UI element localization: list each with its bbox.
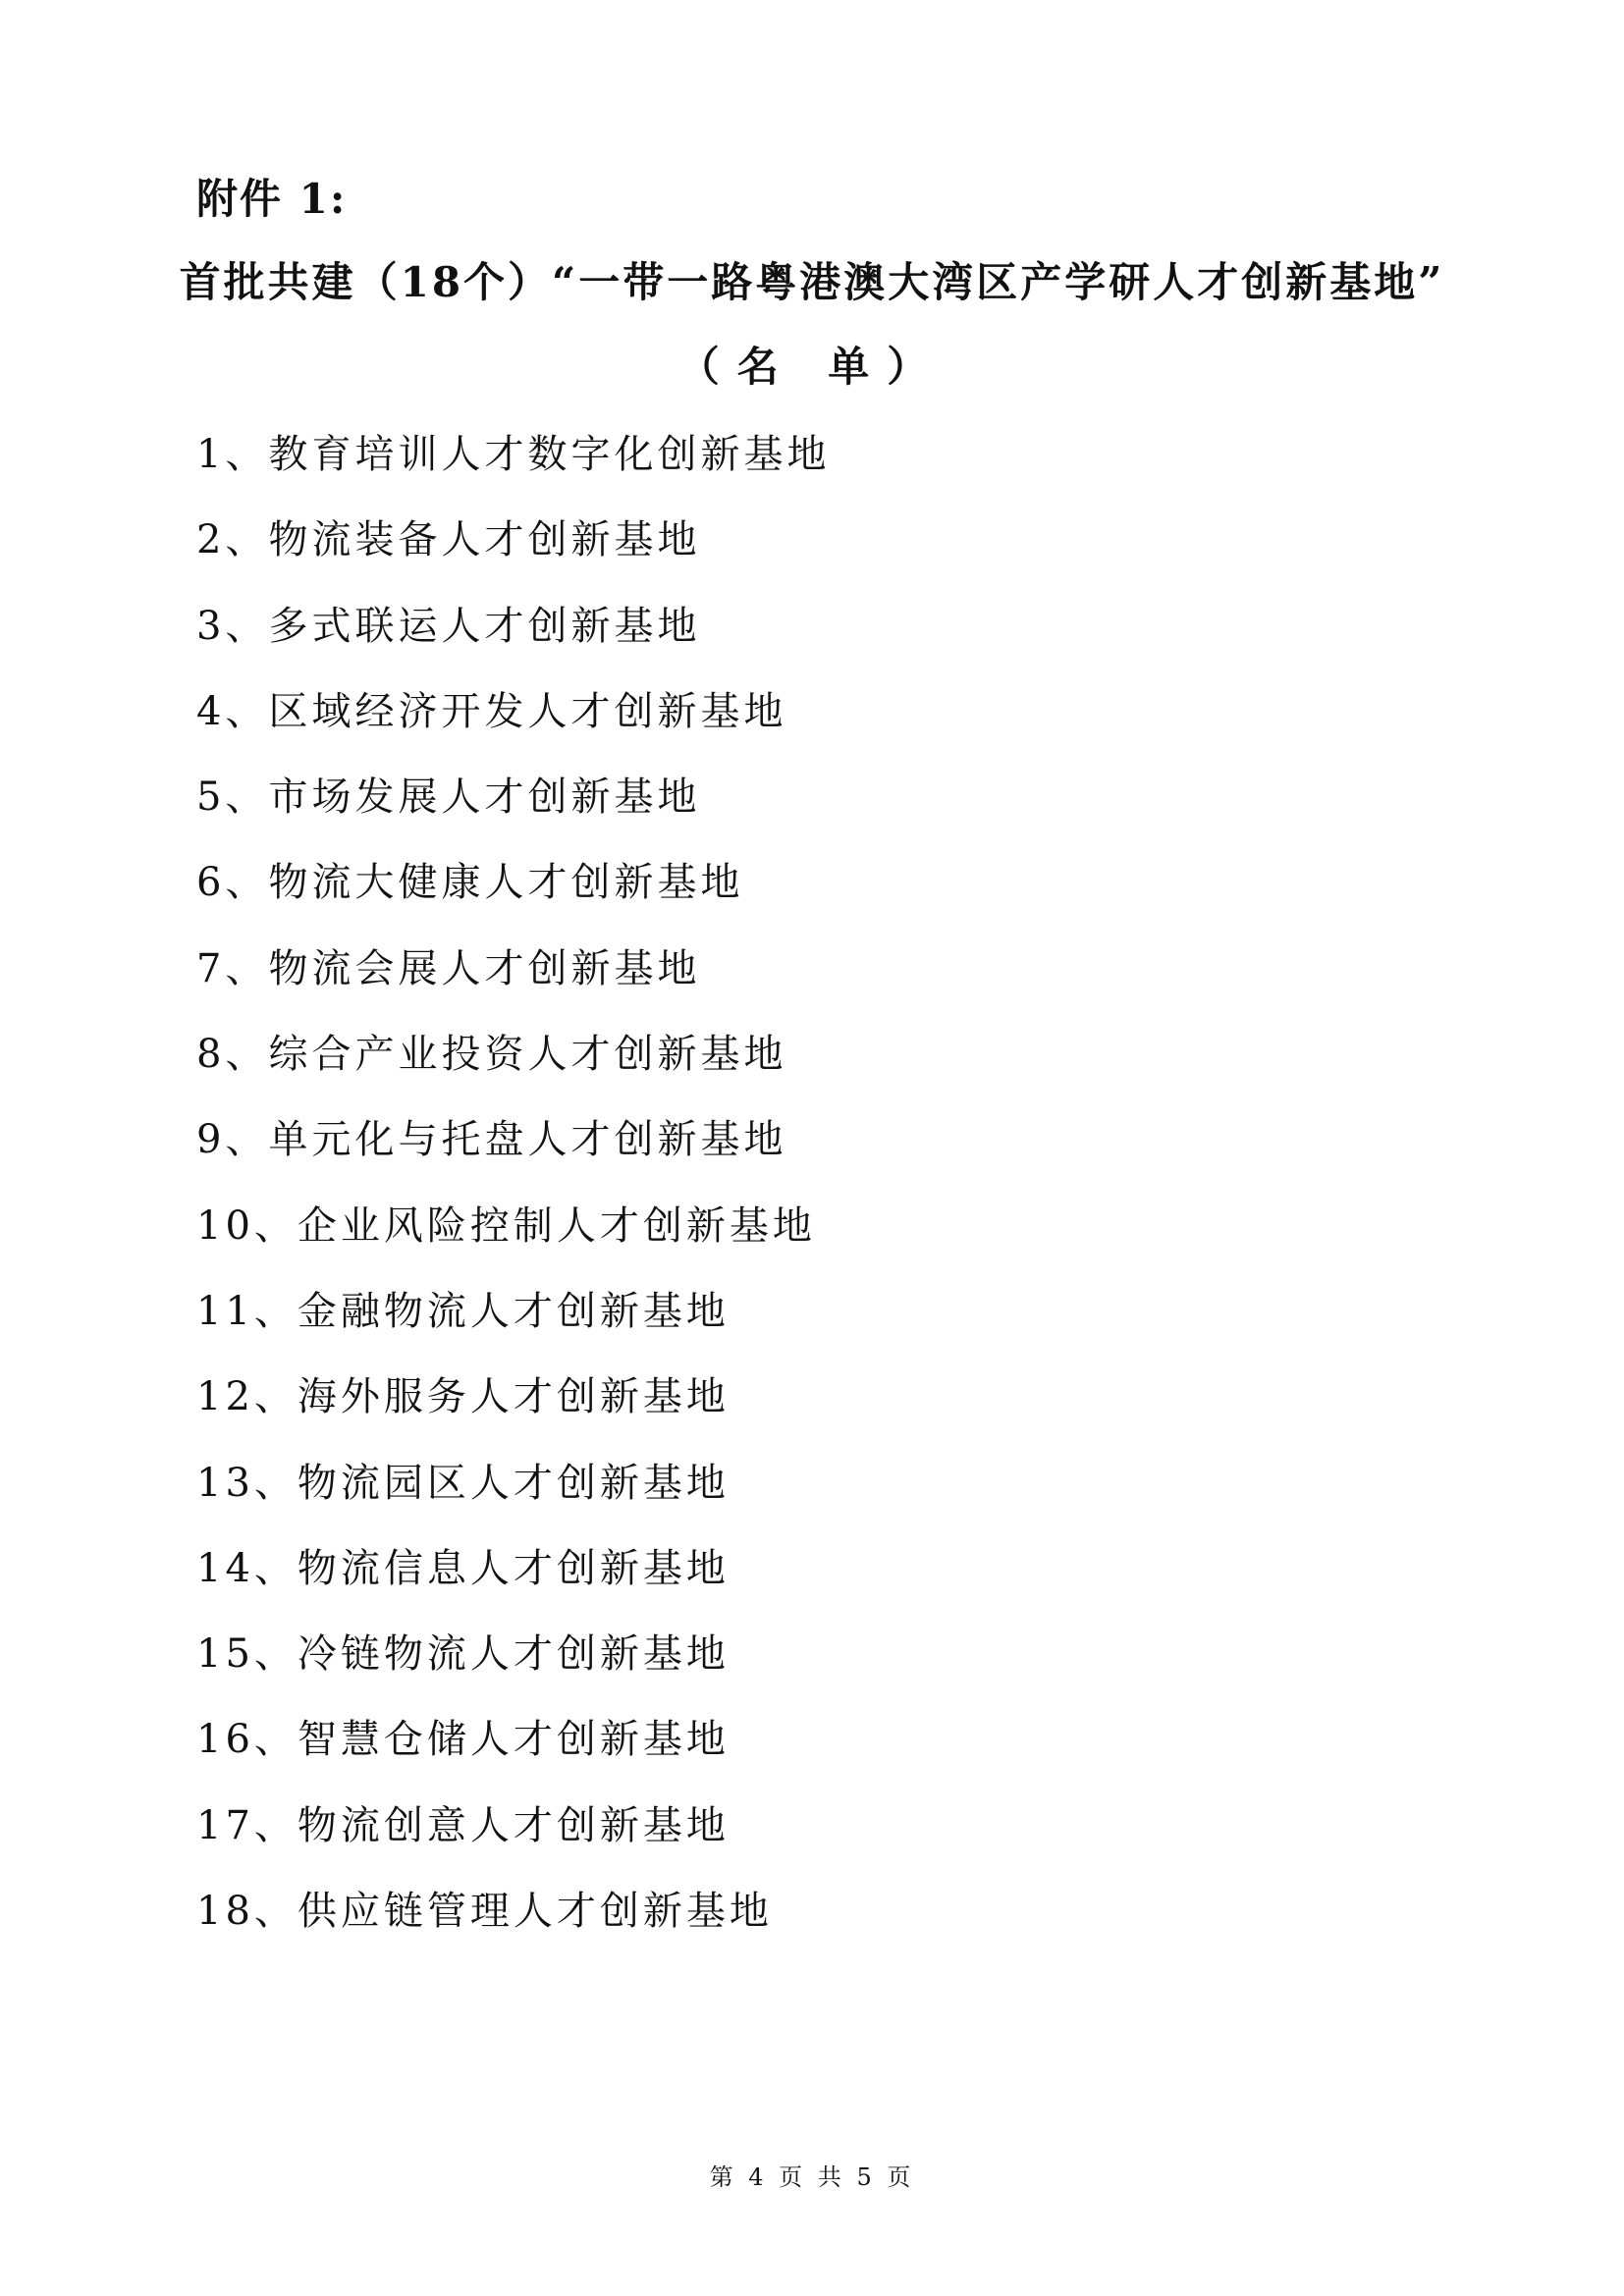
list-item: 1、教育培训人才数字化创新基地 [196, 432, 831, 477]
list-item: 8、综合产业投资人才创新基地 [196, 1032, 787, 1078]
list-item: 5、市场发展人才创新基地 [196, 774, 701, 821]
list-item: 10、企业风险控制人才创新基地 [196, 1202, 816, 1249]
list-item: 9、单元化与托盘人才创新基地 [196, 1117, 787, 1163]
list-item: 2、物流装备人才创新基地 [196, 517, 701, 563]
list-item: 12、海外服务人才创新基地 [196, 1374, 730, 1420]
list-item: 7、物流会展人才创新基地 [196, 945, 701, 991]
list-item: 13、物流园区人才创新基地 [196, 1460, 730, 1506]
list-item: 6、物流大健康人才创新基地 [196, 860, 744, 906]
list-item: 17、物流创意人才创新基地 [196, 1802, 730, 1848]
attachment-label: 附件 1: [196, 175, 348, 223]
list-item: 4、区域经济开发人才创新基地 [196, 688, 787, 734]
page-footer: 第 4 页 共 5 页 [709, 2163, 915, 2191]
document-subtitle: （名 单） [677, 343, 947, 391]
list-item: 16、智慧仓储人才创新基地 [196, 1717, 730, 1763]
list-item: 11、金融物流人才创新基地 [196, 1288, 730, 1334]
list-item: 18、供应链管理人才创新基地 [196, 1889, 773, 1935]
list-item: 15、冷链物流人才创新基地 [196, 1631, 730, 1678]
list-item: 14、物流信息人才创新基地 [196, 1545, 730, 1591]
document-title: 首批共建（18个）“一带一路粤港澳大湾区产学研人才创新基地” [179, 258, 1445, 306]
list-item: 3、多式联运人才创新基地 [196, 603, 701, 649]
base-list [196, 425, 830, 1967]
